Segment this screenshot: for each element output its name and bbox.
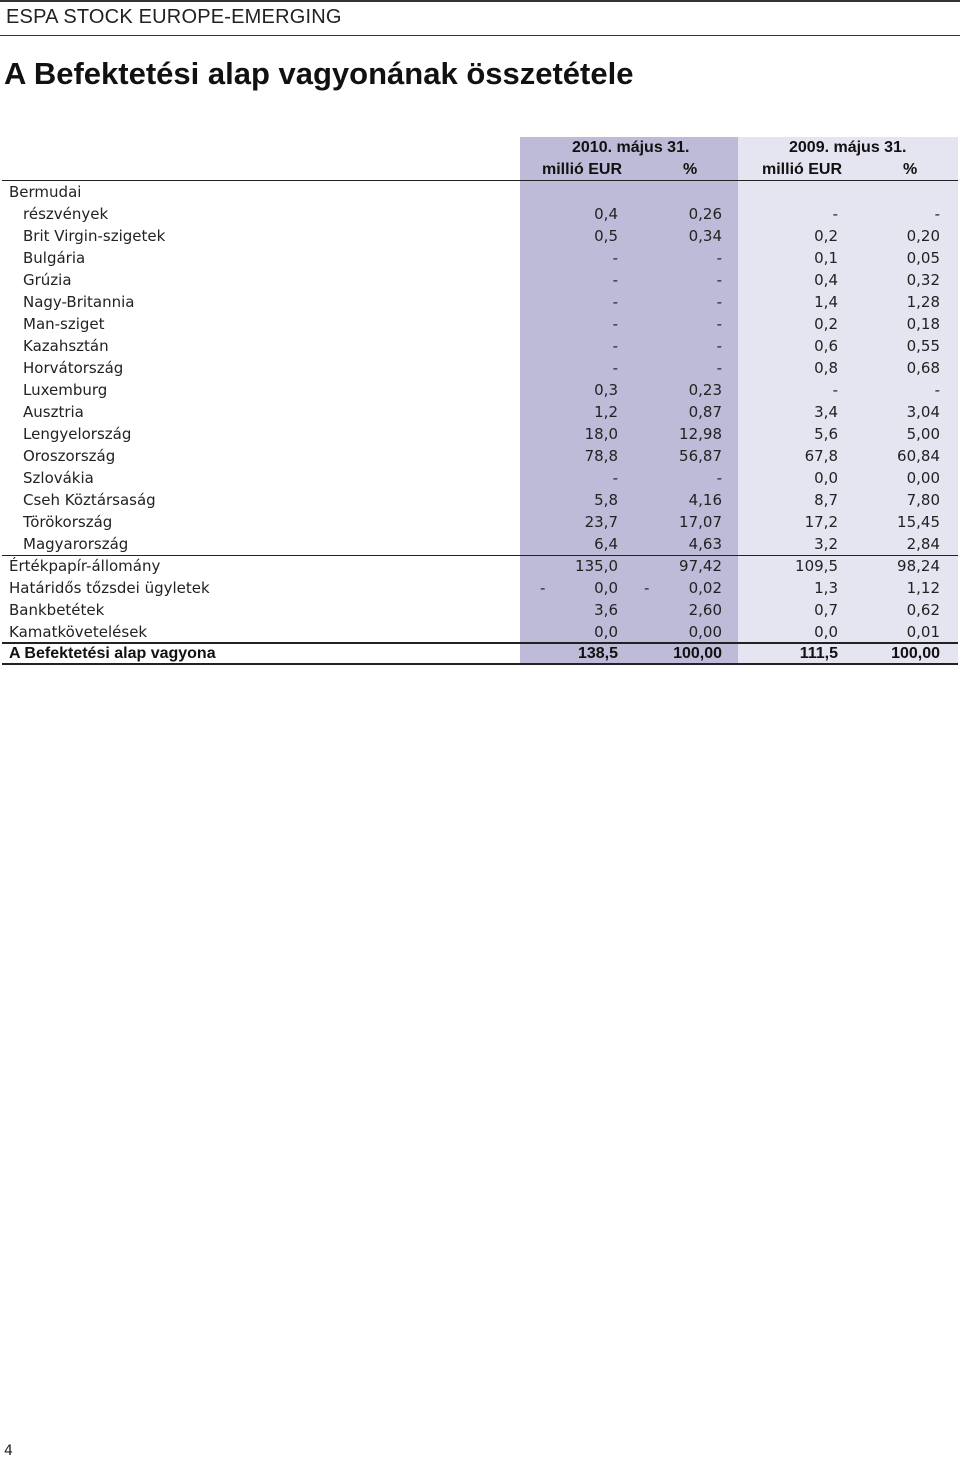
row-value-2010: 0,3 [594,381,618,399]
total-label: A Befektetési alap vagyona [9,645,216,662]
row-percent-2009: 0,32 [906,271,940,289]
summary-row [2,555,958,577]
row-percent-2010: - [716,293,722,311]
row-percent-2009: 2,84 [906,535,940,553]
row-percent-2010: 0,26 [688,205,722,223]
row-label: Magyarország [23,535,129,553]
row-value-2010: - [612,337,618,355]
row-label: Luxemburg [23,381,108,399]
summary-value-2010: 0,0 [594,579,618,597]
summary-percent-2010: 97,42 [679,557,722,575]
summary-row [2,621,958,643]
row-label: Cseh Köztársaság [23,491,156,509]
total-row [2,643,958,665]
table-row [2,401,958,423]
table-row [2,313,958,335]
row-percent-2010: - [716,315,722,333]
row-value-2010: - [612,469,618,487]
row-percent-2009: 1,28 [906,293,940,311]
table-row [2,335,958,357]
table-row [2,445,958,467]
row-label: Lengyelország [23,425,132,443]
period-2009: 2009. május 31. [789,139,907,156]
summary-percent-2010: 0,00 [688,623,722,641]
unit-pct-2010: % [683,161,698,178]
table-row [2,467,958,489]
row-label: Törökország [23,513,113,531]
row-value-2009: 3,2 [814,535,838,553]
group-row [2,181,958,203]
table-row [2,225,958,247]
row-percent-2009: 0,18 [906,315,940,333]
summary-percent-2009: 1,12 [906,579,940,597]
table-row [2,357,958,379]
row-percent-2010: 4,16 [688,491,722,509]
row-percent-2010: 17,07 [679,513,722,531]
row-percent-2010: 12,98 [679,425,722,443]
row-value-2009: 5,6 [814,425,838,443]
summary-value-2009: 109,5 [795,557,838,575]
row-value-2009: 0,0 [814,469,838,487]
row-percent-2009: 0,55 [906,337,940,355]
row-value-2010: 0,4 [594,205,618,223]
row-value-2010: - [612,359,618,377]
row-percent-2010: - [716,469,722,487]
summary-label: Értékpapír-állomány [9,557,161,575]
row-value-2009: 3,4 [814,403,838,421]
total-p1: 100,00 [673,645,722,662]
fund-name: ESPA STOCK EUROPE-EMERGING [6,6,342,28]
summary-value-2009: 0,7 [814,601,838,619]
summary-percent-2010: 0,02 [688,579,722,597]
row-label: Kazahsztán [23,337,109,355]
row-value-2010: - [612,249,618,267]
row-label: Horvátország [23,359,124,377]
row-percent-2010: 0,34 [688,227,722,245]
total-v2: 111,5 [799,645,838,662]
row-percent-2010: 56,87 [679,447,722,465]
row-percent-2010: - [716,337,722,355]
row-value-2009: - [832,381,838,399]
table-row [2,423,958,445]
header-row-periods [2,137,958,159]
summary-percent-2009: 0,01 [906,623,940,641]
row-percent-2009: - [934,205,940,223]
row-percent-2010: 4,63 [688,535,722,553]
row-percent-2010: - [716,271,722,289]
period-2010: 2010. május 31. [572,139,690,156]
row-percent-2009: 15,45 [897,513,940,531]
row-percent-2009: 0,00 [906,469,940,487]
row-percent-2009: 0,05 [906,249,940,267]
summary-percent-2009: 0,62 [906,601,940,619]
table-row [2,379,958,401]
table-row [2,511,958,533]
row-label: Man-sziget [23,315,105,333]
total-v1: 138,5 [577,645,618,662]
row-label: Nagy-Britannia [23,293,135,311]
summary-value-2010: 0,0 [594,623,618,641]
row-value-2009: 0,2 [814,227,838,245]
row-value-2010: 0,5 [594,227,618,245]
row-value-2010: 78,8 [584,447,618,465]
summary-percent-2010: 2,60 [688,601,722,619]
row-label: részvények [23,205,109,223]
row-label: Brit Virgin-szigetek [23,227,166,245]
summary-label: Bankbetétek [9,601,105,619]
row-value-2009: 0,6 [814,337,838,355]
table-row [2,489,958,511]
summary-value-2010: 135,0 [575,557,618,575]
unit-eur-2010: millió EUR [542,161,623,178]
row-value-2010: 6,4 [594,535,618,553]
row-percent-2009: 3,04 [906,403,940,421]
row-percent-2010: 0,87 [688,403,722,421]
unit-eur-2009: millió EUR [762,161,843,178]
row-value-2009: 0,2 [814,315,838,333]
table-row [2,247,958,269]
row-value-2009: 0,1 [814,249,838,267]
row-percent-2009: 60,84 [897,447,940,465]
summary-value-2009: 0,0 [814,623,838,641]
row-value-2010: - [612,271,618,289]
header-rule [0,35,960,36]
table-row [2,533,958,555]
table-row [2,291,958,313]
summary-value-2010: 3,6 [594,601,618,619]
row-percent-2009: 5,00 [906,425,940,443]
total-p2: 100,00 [891,645,940,662]
row-value-2009: 8,7 [814,491,838,509]
row-percent-2010: 0,23 [688,381,722,399]
page-title: A Befektetési alap vagyonának összetétele [4,56,634,91]
summary-label: Határidős tőzsdei ügyletek [9,579,210,597]
top-rule [0,0,960,2]
row-label: Bulgária [23,249,86,267]
summary-label: Kamatkövetelések [9,623,148,641]
negative-sign-2010-percent: - [644,579,650,597]
row-label: Ausztria [23,403,84,421]
negative-sign-2010-value: - [540,579,546,597]
row-value-2010: - [612,315,618,333]
row-label: Oroszország [23,447,116,465]
table-row [2,269,958,291]
page-number: 4 [4,1443,13,1459]
row-value-2009: - [832,205,838,223]
row-percent-2009: 0,20 [906,227,940,245]
header-row-units [2,159,958,181]
row-percent-2009: 7,80 [906,491,940,509]
row-percent-2010: - [716,359,722,377]
row-value-2009: 17,2 [804,513,838,531]
summary-value-2009: 1,3 [814,579,838,597]
row-value-2010: 1,2 [594,403,618,421]
summary-percent-2009: 98,24 [897,557,940,575]
row-label: Grúzia [23,271,72,289]
total-bottom-rule [2,663,958,665]
row-percent-2009: 0,68 [906,359,940,377]
summary-row [2,599,958,621]
row-value-2010: 23,7 [584,513,618,531]
row-value-2010: - [612,293,618,311]
row-value-2009: 0,4 [814,271,838,289]
row-value-2009: 1,4 [814,293,838,311]
unit-pct-2009: % [903,161,918,178]
row-value-2010: 18,0 [584,425,618,443]
row-percent-2010: - [716,249,722,267]
row-value-2009: 67,8 [804,447,838,465]
row-value-2009: 0,8 [814,359,838,377]
group-label: Bermudai [9,183,82,201]
row-percent-2009: - [934,381,940,399]
row-value-2010: 5,8 [594,491,618,509]
row-label: Szlovákia [23,469,94,487]
summary-row [2,577,958,599]
table-row [2,203,958,225]
